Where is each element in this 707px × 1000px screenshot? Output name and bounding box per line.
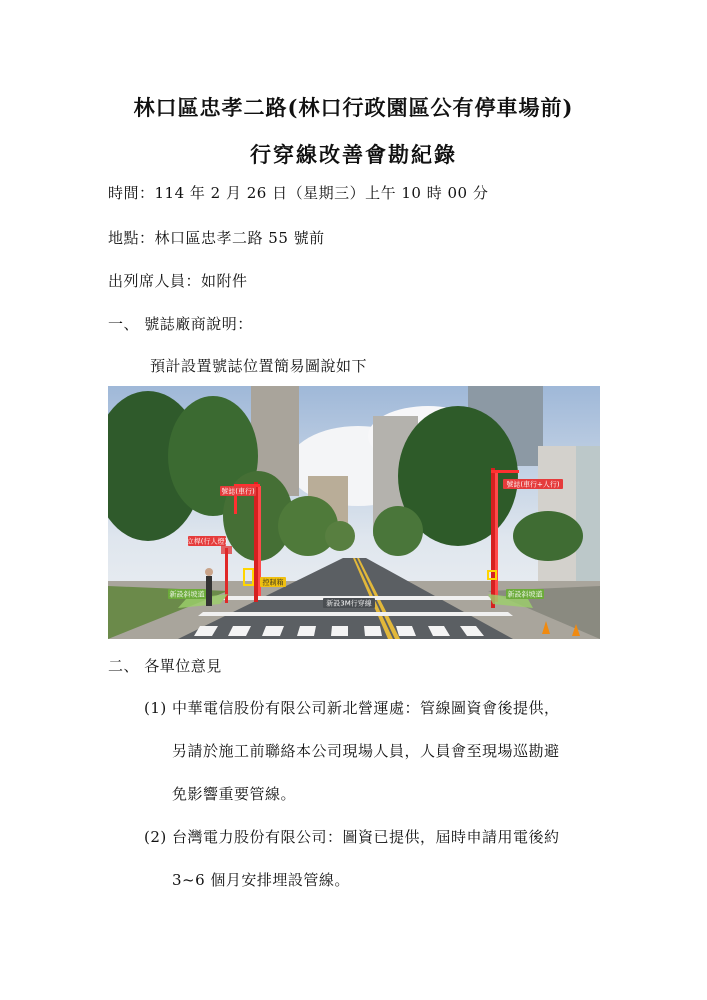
opinion-1-line2: 另請於施工前聯絡本公司現場人員，人員會至現場巡勘避 bbox=[172, 742, 560, 760]
opinion-2-line1: (2) 台灣電力股份有限公司：圖資已提供，屆時申請用電後約 bbox=[144, 828, 560, 846]
label-signal-right: 號誌(車行+人行) bbox=[506, 480, 560, 489]
label-crosswalk: 新設3M行穿線 bbox=[326, 599, 372, 608]
section2-heading: 二、 各單位意見 bbox=[108, 657, 222, 675]
opinion-2-line2: 3~6 個月安排埋設管線。 bbox=[172, 871, 350, 889]
label-signal-left: 號誌(車行) bbox=[221, 487, 255, 496]
opinion-1-line3: 免影響重要管線。 bbox=[172, 785, 297, 803]
meeting-time: 時間：114 年 2 月 26 日（星期三）上午 10 時 00 分 bbox=[108, 184, 489, 202]
opinion-1-line1: (1) 中華電信股份有限公司新北營運處：管線圖資會後提供， bbox=[144, 699, 560, 717]
site-plan-photo bbox=[108, 386, 600, 639]
label-pedestrian-pole: 立桿(行人燈) bbox=[186, 537, 228, 546]
section1-intro: 預計設置號誌位置簡易圖說如下 bbox=[150, 357, 368, 375]
document-subtitle: 行穿線改善會勘紀錄 bbox=[250, 142, 457, 167]
label-controller: 控制箱 bbox=[262, 578, 284, 587]
section1-heading: 一、 號誌廠商說明： bbox=[108, 315, 253, 333]
attendees: 出列席人員：如附件 bbox=[108, 272, 248, 290]
label-ramp-right: 新設斜坡道 bbox=[507, 590, 543, 599]
document-title: 林口區忠孝二路(林口行政園區公有停車場前) bbox=[133, 95, 574, 120]
meeting-location: 地點：林口區忠孝二路 55 號前 bbox=[108, 229, 325, 247]
label-ramp-left: 新設斜坡道 bbox=[169, 590, 205, 599]
